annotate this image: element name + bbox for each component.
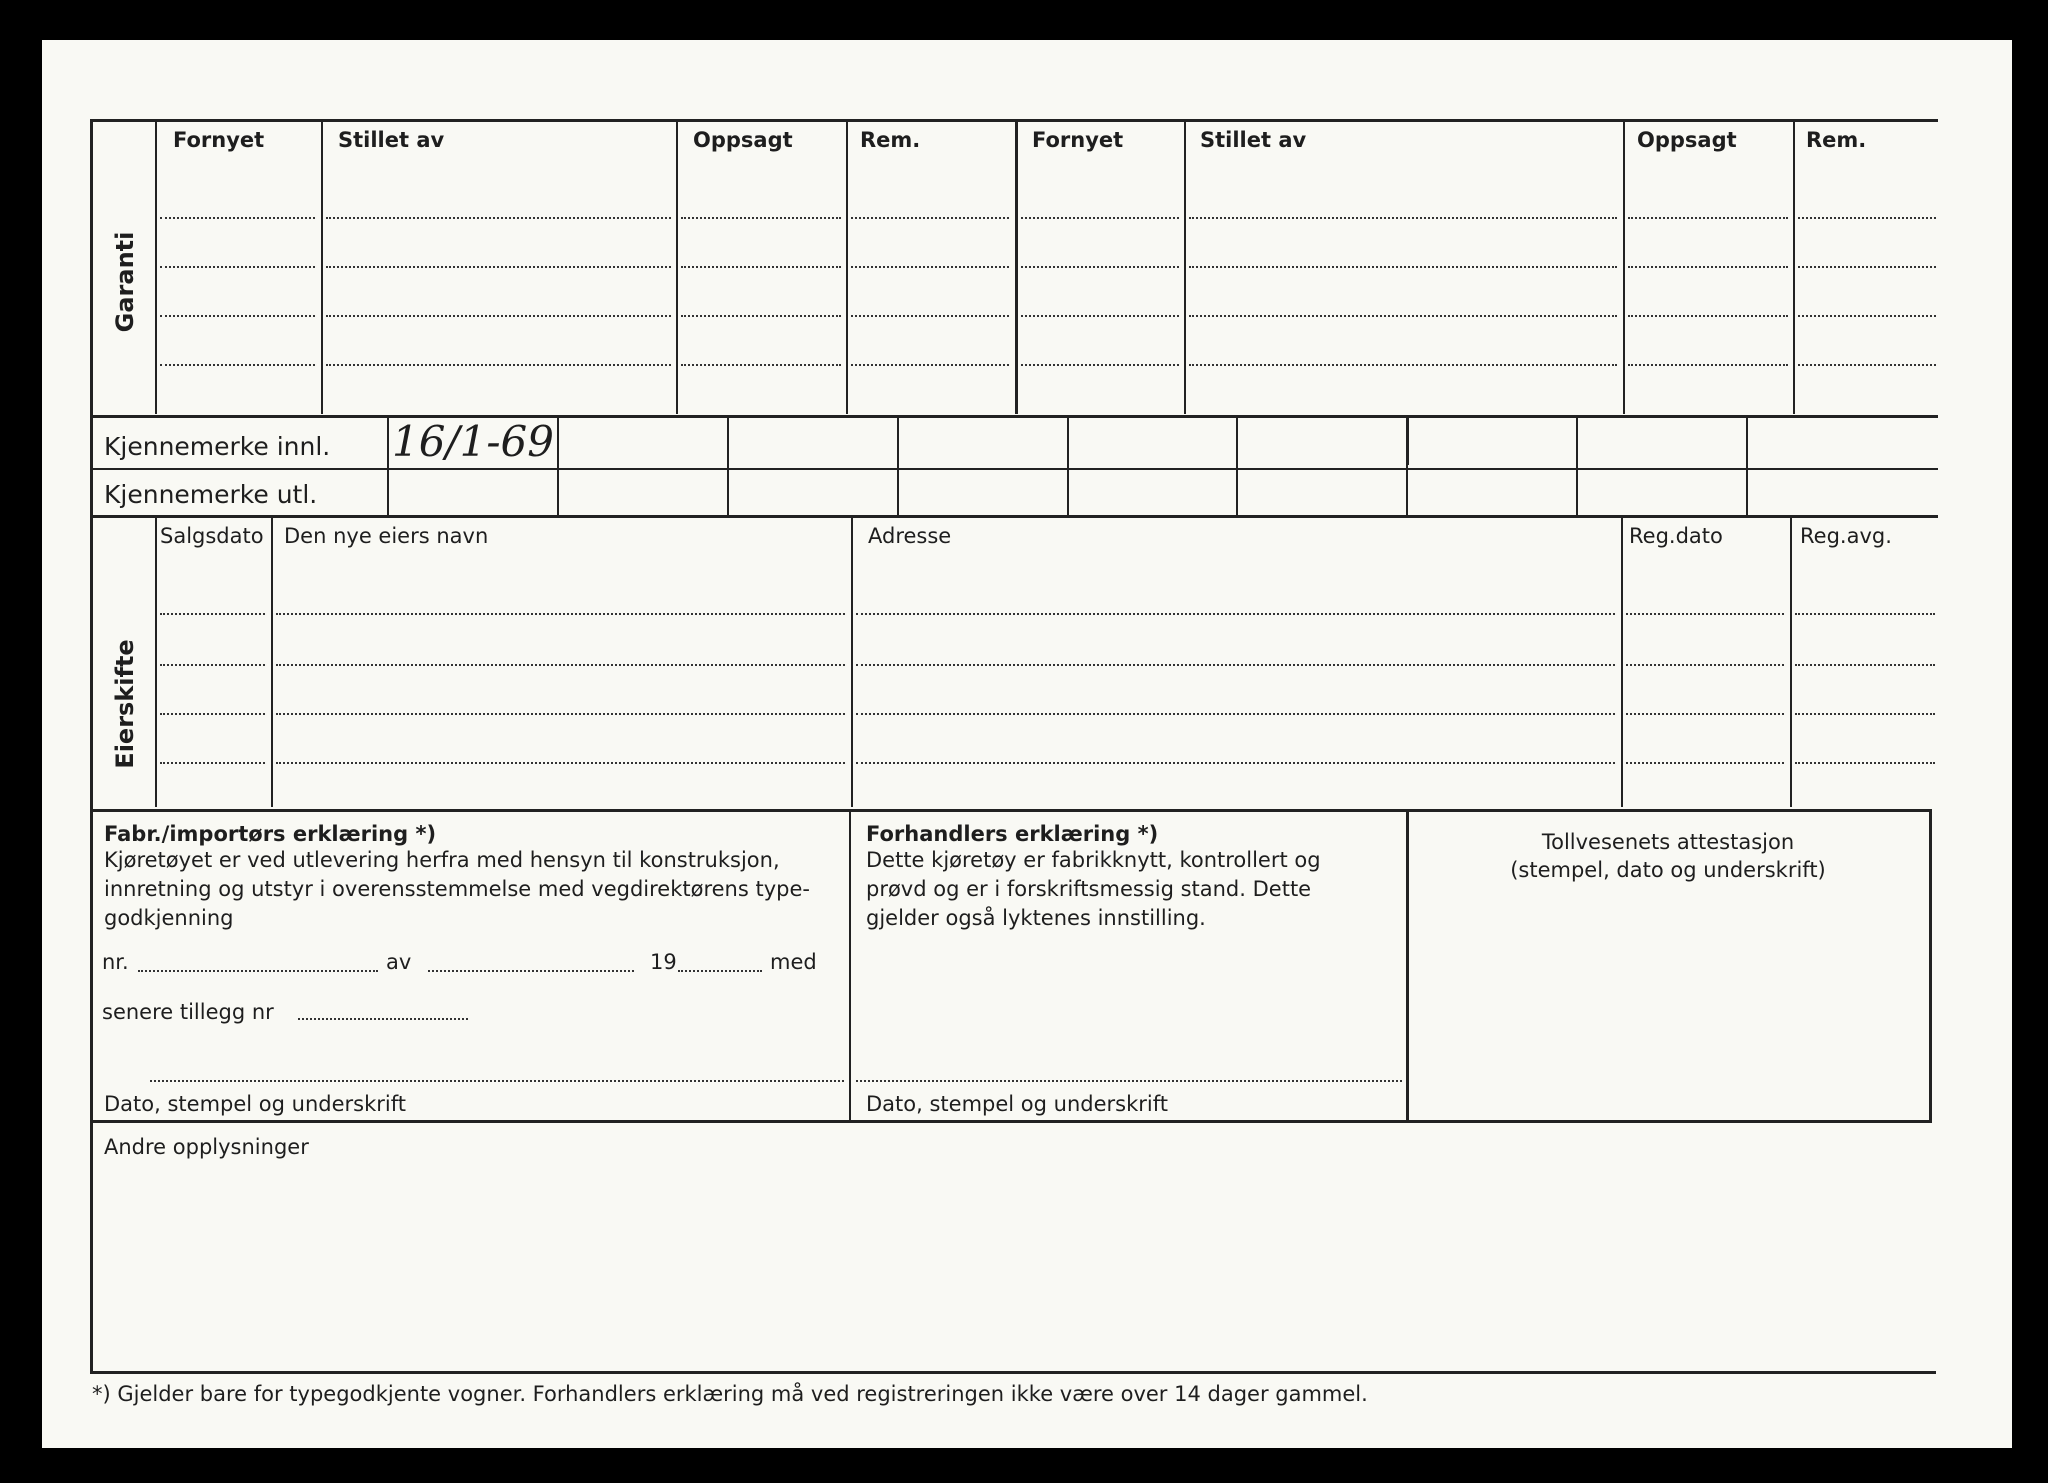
reg-avg-header: Reg.avg. [1800, 524, 1892, 548]
kjennemerke-innl-handwritten-date: 16/1-69 [392, 417, 554, 466]
garanti-oppsagt-header: Oppsagt [693, 128, 793, 152]
garanti-rem-header: Rem. [860, 128, 921, 152]
adresse-header: Adresse [868, 524, 952, 548]
nr-dotted-field [138, 970, 378, 972]
fabrikant-text: Kjøretøyet er ved utlevering herfra med hensyn til konstruksjon, innretning og utstyr i overensstemmelse med vegdirektørens type-godkjenning [104, 848, 810, 930]
reg-dato-header: Reg.dato [1629, 524, 1723, 548]
kjennemerke-innl-label: Kjennemerke innl. [104, 432, 331, 461]
andre-opplysninger-label: Andre opplysninger [104, 1135, 309, 1159]
toll-title: Tollvesenets attestasjon [1541, 830, 1795, 854]
forhandler-signature-line [856, 1080, 1402, 1082]
fabrikant-av-label: av [386, 950, 412, 974]
av-dotted-field [428, 970, 634, 972]
garanti-fornyet-header: Fornyet [173, 128, 265, 152]
garanti-fornyet-header-right: Fornyet [1032, 128, 1124, 152]
nye-eiers-navn-header: Den nye eiers navn [284, 524, 489, 548]
fabrikant-tillegg-label: senere tillegg nr [102, 1000, 274, 1024]
fabrikant-med-label: med [770, 950, 817, 974]
fabrikant-year-prefix: 19 [650, 950, 677, 974]
garanti-stillet-av-header: Stillet av [338, 128, 445, 152]
fabrikant-signature-label: Dato, stempel og underskrift [104, 1092, 406, 1116]
salgsdato-header: Salgsdato [160, 524, 264, 548]
garanti-rem-header-right: Rem. [1806, 128, 1867, 152]
forhandler-signature-label: Dato, stempel og underskrift [866, 1092, 1168, 1116]
registration-card [42, 40, 2012, 1448]
garanti-stillet-av-header-right: Stillet av [1200, 128, 1307, 152]
forhandler-text: Dette kjøretøy er fabrikknytt, kontrollert og prøvd og er i forskriftsmessig stand. Dette gjelder også lyktenes innstilling. [866, 848, 1321, 930]
garanti-side-label: Garanti [111, 231, 139, 333]
tillegg-dotted-field [298, 1018, 468, 1020]
fabrikant-nr-label: nr. [102, 950, 129, 974]
footnote: *) Gjelder bare for typegodkjente vogner. Forhandlers erklæring må ved registreringen ikke være over 14 dager gammel. [92, 1382, 1368, 1406]
fabrikant-signature-line [150, 1080, 844, 1082]
year-dotted-field [678, 970, 762, 972]
kjennemerke-utl-label: Kjennemerke utl. [104, 480, 318, 509]
fabrikant-title: Fabr./importørs erklæring *) [104, 822, 437, 846]
toll-subtitle: (stempel, dato og underskrift) [1510, 858, 1826, 882]
garanti-oppsagt-header-right: Oppsagt [1637, 128, 1737, 152]
eierskifte-side-label: Eierskifte [111, 639, 139, 769]
forhandler-title: Forhandlers erklæring *) [866, 822, 1159, 846]
